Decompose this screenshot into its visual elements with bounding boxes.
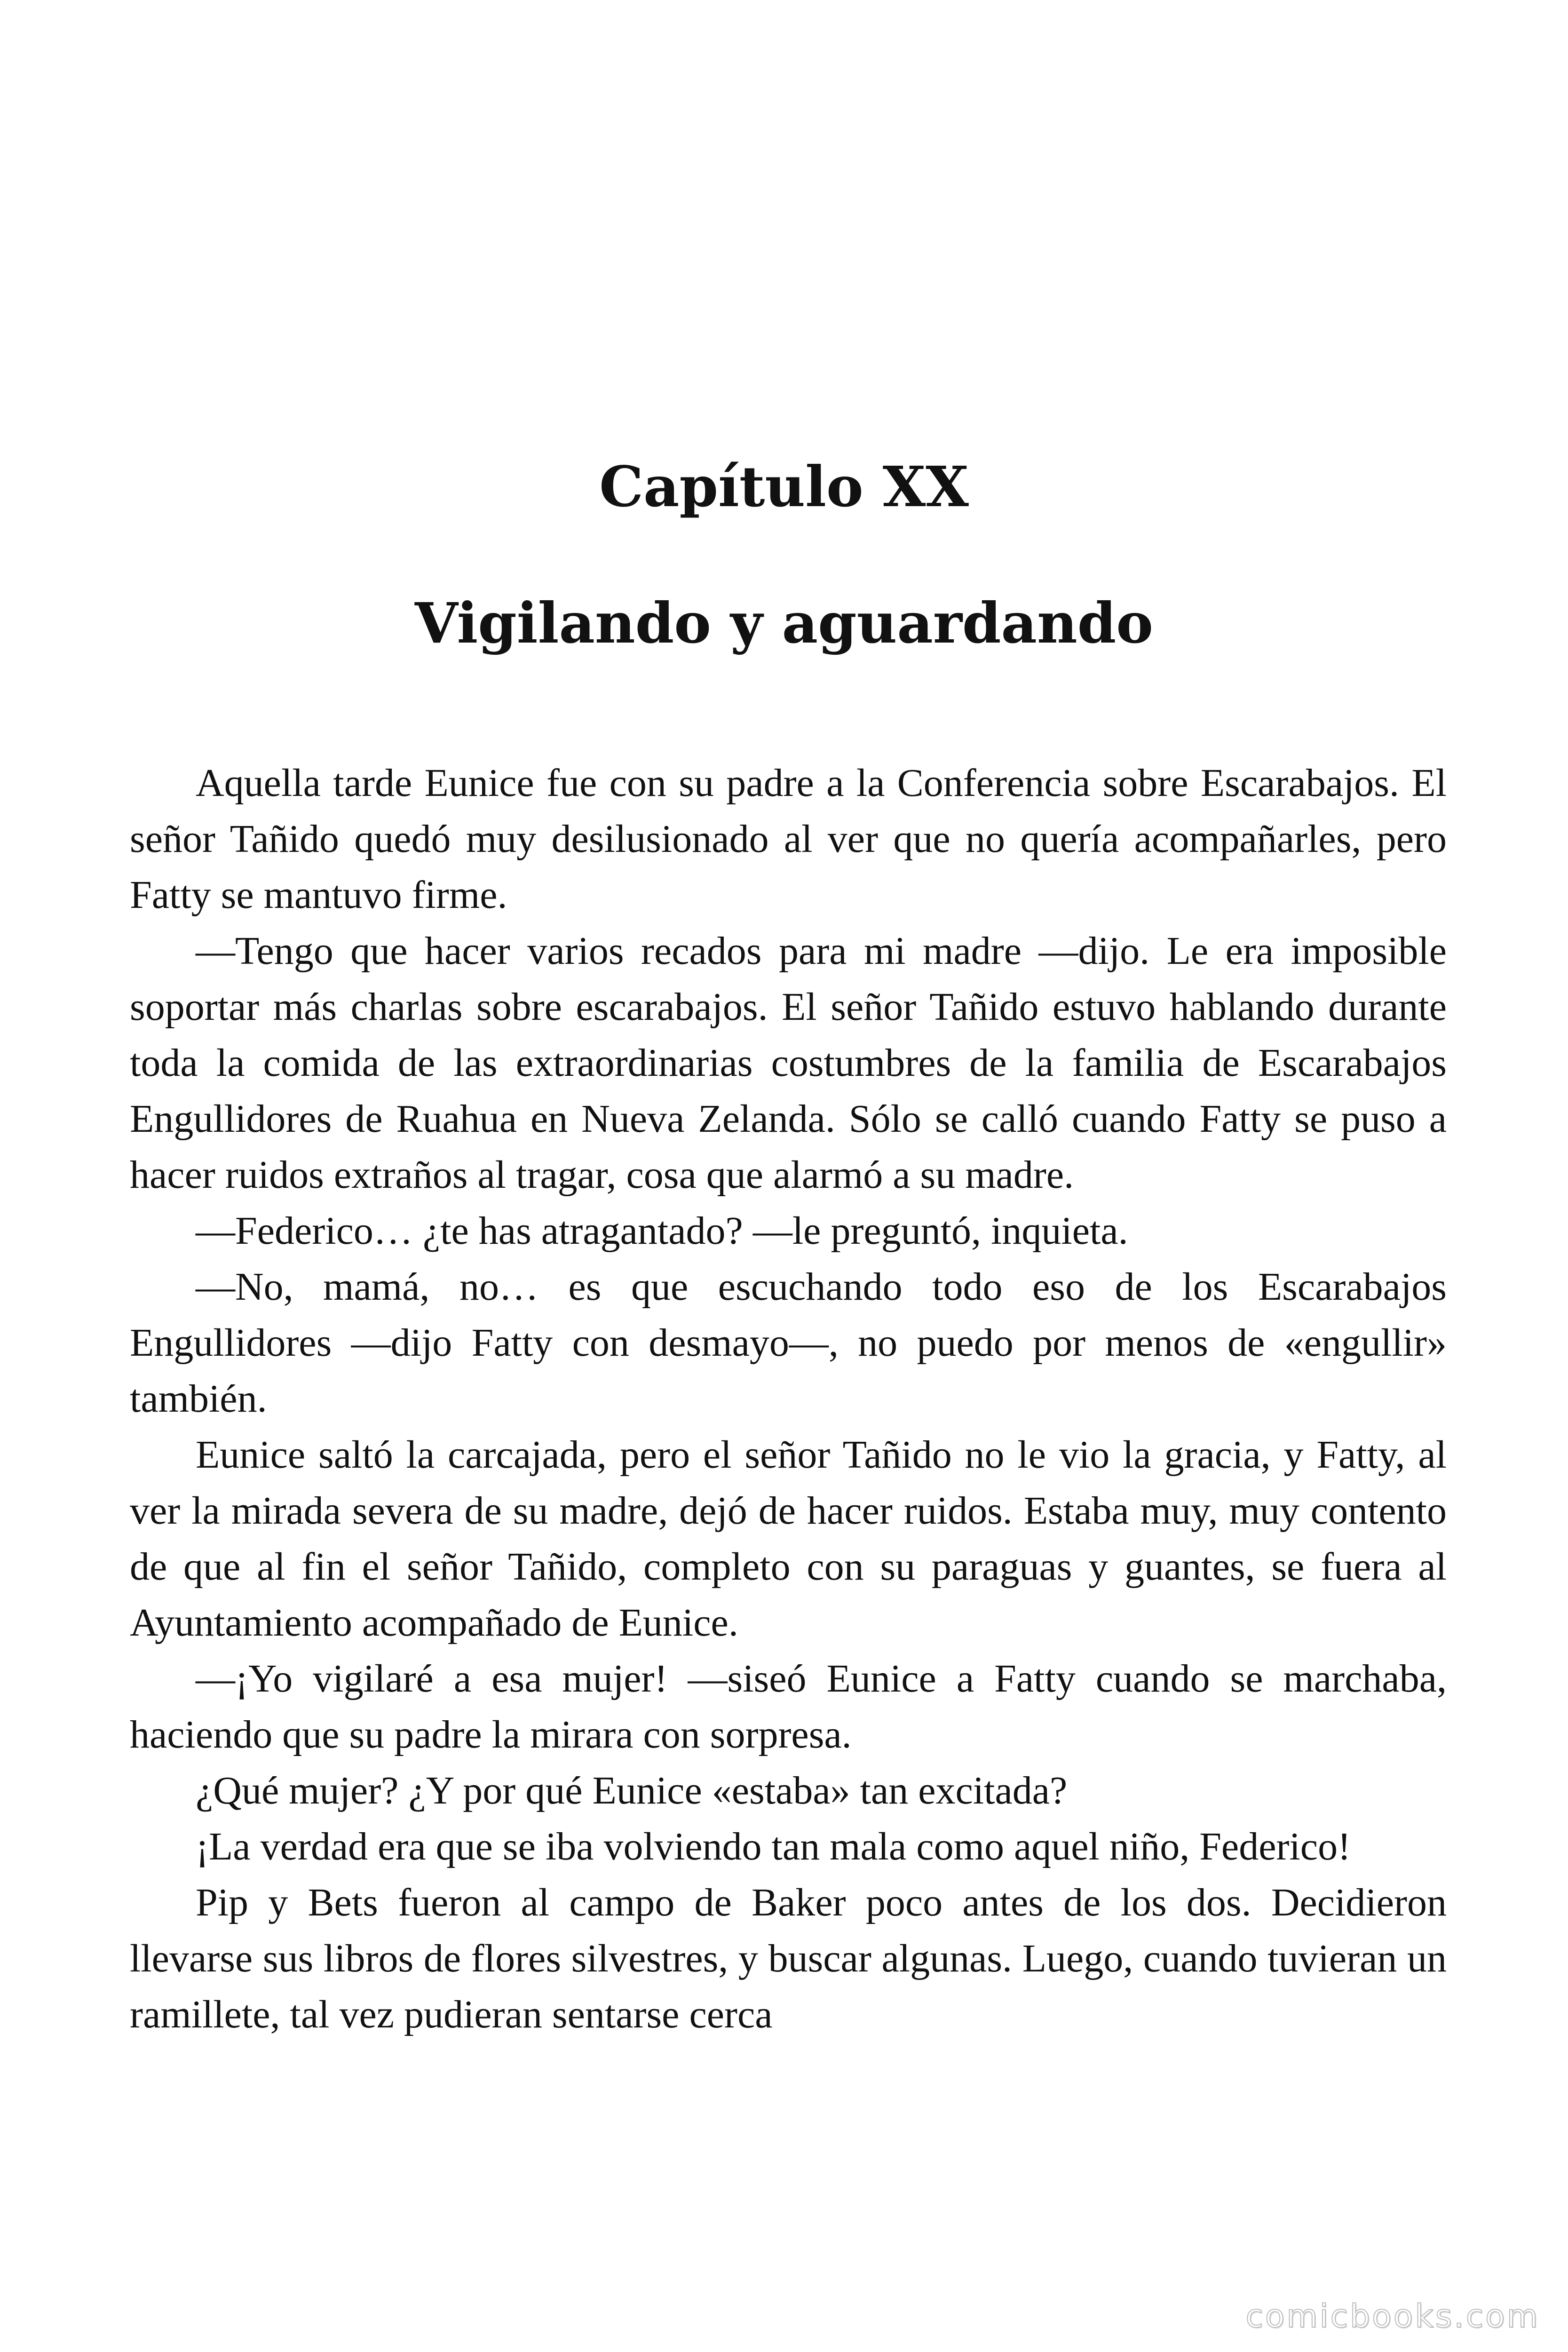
paragraph: —¡Yo vigilaré a esa mujer! —siseó Eunice a Fatty cuando se marchaba, haciendo que su padre la mirara con sorpresa. (130, 1657, 1447, 1756)
paragraph: Pip y Bets fueron al campo de Baker poco antes de los dos. Decidieron llevarse sus libros de flores silvestres, y buscar algunas. Luego, cuando tuvieran un ramillete, tal vez pudieran sentarse cerca (130, 1881, 1447, 2036)
paragraph: Eunice saltó la carcajada, pero el señor Tañido no le vio la gracia, y Fatty, al ver la mirada severa de su madre, dejó de hacer ruidos. Estaba muy, muy contento de que al fin el señor Tañido, completo con su paraguas y guantes, se fuera al Ayuntamiento acompañado de Eunice. (130, 1433, 1447, 1645)
chapter-body (130, 755, 1447, 2042)
paragraph: —Tengo que hacer varios recados para mi madre —dijo. Le era imposible soportar más charlas sobre escarabajos. El señor Tañido estuvo hablando durante toda la comida de las extraordinarias costumbres de la familia de Escarabajos Engullidores de Ruahua en Nueva Zelanda. Sólo se calló cuando Fatty se puso a hacer ruidos extraños al tragar, cosa que alarmó a su madre. (130, 929, 1447, 1197)
watermark: comicbooks.com (1245, 2298, 1540, 2335)
paragraph: Aquella tarde Eunice fue con su padre a la Conferencia sobre Escarabajos. El señor Tañido quedó muy desilusionado al ver que no quería acompañarles, pero Fatty se mantuvo firme. (130, 761, 1447, 917)
paragraph: —Federico… ¿te has atragantado? —le preguntó, inquieta. (196, 1209, 1128, 1253)
paragraph: ¿Qué mujer? ¿Y por qué Eunice «estaba» tan excitada? (196, 1769, 1068, 1812)
paragraph: —No, mamá, no… es que escuchando todo eso de los Escarabajos Engullidores —dijo Fatty con desmayo—, no puedo por menos de «engullir» también. (130, 1265, 1447, 1421)
paragraph: ¡La verdad era que se iba volviendo tan mala como aquel niño, Federico! (196, 1825, 1351, 1868)
chapter-number: Capítulo XX (599, 454, 969, 519)
chapter-title: Vigilando y aguardando (414, 590, 1153, 656)
